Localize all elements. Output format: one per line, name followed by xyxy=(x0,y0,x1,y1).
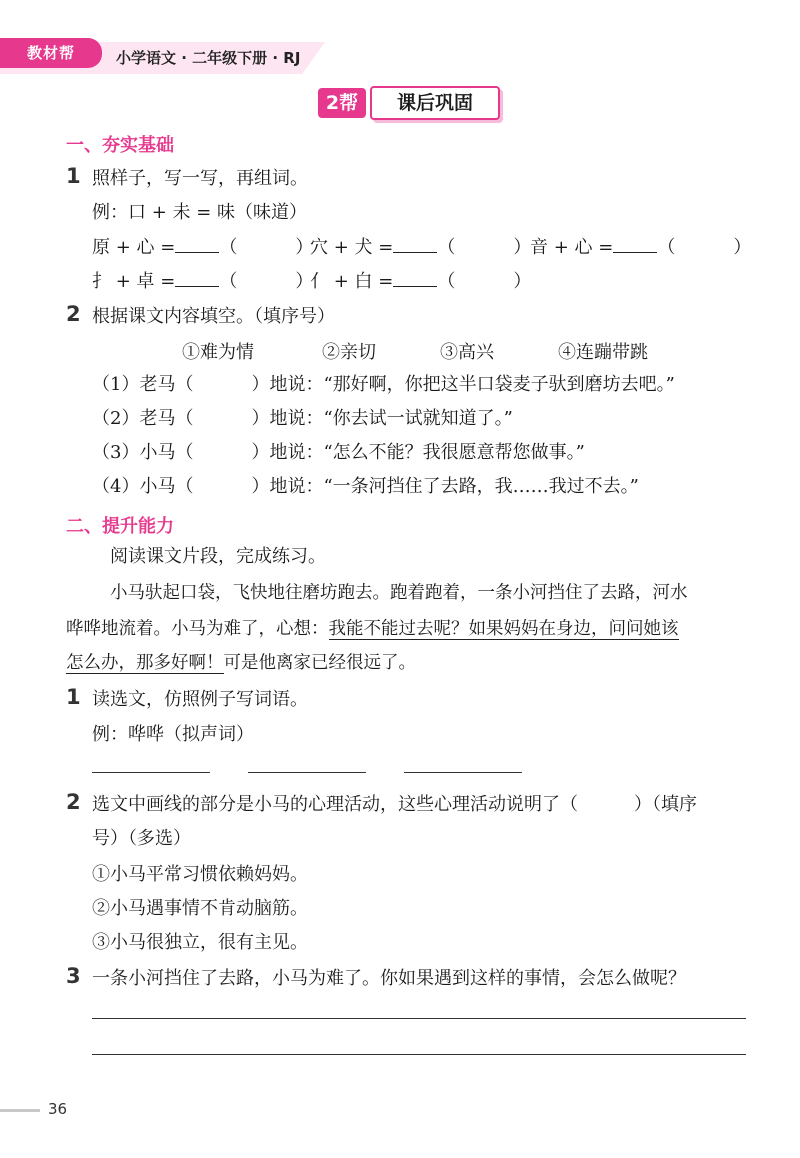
answer-blank[interactable] xyxy=(393,268,437,287)
question-2-text: 根据课文内容填空。（填序号） xyxy=(92,306,335,327)
answer-blank[interactable] xyxy=(393,234,437,253)
option-4: ④连蹦带跳 xyxy=(558,342,648,363)
r2-option-3: ③小马很独立，很有主见。 xyxy=(92,932,308,953)
word-item: 亻 + 白 = （ ） xyxy=(310,268,531,295)
page-number: 36 xyxy=(48,1100,68,1118)
underlined-text: 怎么办，那多好啊！ xyxy=(66,653,224,673)
passage-line-1: 小马驮起口袋，飞快地往磨坊跑去。跑着跑着，一条小河挡住了去路，河水 xyxy=(110,583,688,603)
answer-blank[interactable] xyxy=(175,234,219,253)
question-number-1: 1 xyxy=(66,164,81,188)
answer-line[interactable] xyxy=(92,772,210,773)
word-item: 扌 + 卓 = （ ） xyxy=(92,268,313,295)
r2-text-line-2: 号）（多选） xyxy=(92,828,191,849)
fill-row-2: （2）老马（ ）地说：“你去试一试就知道了。” xyxy=(92,408,513,429)
section-heading-2: 二、提升能力 xyxy=(66,516,174,537)
answer-blank[interactable] xyxy=(613,234,657,253)
answer-blank[interactable] xyxy=(175,268,219,287)
r1-example: 例：哗哗（拟声词） xyxy=(92,724,254,745)
option-2: ②亲切 xyxy=(322,342,376,363)
book-title: 小学语文 · 二年级下册 · RJ xyxy=(116,49,301,67)
r2-option-1: ①小马平常习惯依赖妈妈。 xyxy=(92,864,308,885)
answer-line[interactable] xyxy=(92,1018,746,1019)
option-1: ①难为情 xyxy=(182,342,254,363)
question-1-example: 例：口 + 未 = 味（味道） xyxy=(92,202,308,223)
question-number-2: 2 xyxy=(66,302,81,326)
answer-line[interactable] xyxy=(92,1054,746,1055)
r1-text: 读选文，仿照例子写词语。 xyxy=(92,689,308,710)
question-number-r3: 3 xyxy=(66,964,81,988)
option-3: ③高兴 xyxy=(440,342,494,363)
passage-line-3: 怎么办，那多好啊！可是他离家已经很远了。 xyxy=(66,653,416,673)
r2-option-2: ②小马遇事情不肯动脑筋。 xyxy=(92,898,308,919)
fill-row-3: （3）小马（ ）地说：“怎么不能？我很愿意帮您做事。” xyxy=(92,442,585,463)
underlined-text: 我能不能过去呢？如果妈妈在身边，问问她该 xyxy=(328,619,679,639)
word-item: 穴 + 犬 = （ ） xyxy=(310,234,531,261)
section-heading-1: 一、夯实基础 xyxy=(66,135,174,156)
section-title: 课后巩固 xyxy=(370,86,500,120)
fill-row-4: （4）小马（ ）地说：“一条河挡住了去路，我……我过不去。” xyxy=(92,476,639,497)
fill-row-1: （1）老马（ ）地说：“那好啊，你把这半口袋麦子驮到磨坊去吧。” xyxy=(92,374,675,395)
r2-text-line-1: 选文中画线的部分是小马的心理活动，这些心理活动说明了（ ）（填序 xyxy=(92,794,697,815)
passage-line-2: 哗哗地流着。小马为难了，心想：我能不能过去呢？如果妈妈在身边，问问她该 xyxy=(66,619,679,639)
word-item: 原 + 心 = （ ） xyxy=(92,234,313,261)
header-tag: 教材帮 xyxy=(0,38,102,68)
reading-intro: 阅读课文片段，完成练习。 xyxy=(110,546,326,567)
question-number-r2: 2 xyxy=(66,790,81,814)
section-number-badge: 2帮 xyxy=(318,88,366,118)
answer-line[interactable] xyxy=(404,772,522,773)
r3-text: 一条小河挡住了去路，小马为难了。你如果遇到这样的事情，会怎么做呢？ xyxy=(92,968,686,989)
word-item: 音 + 心 = （ ） xyxy=(530,234,751,261)
page-number-bar xyxy=(0,1109,40,1112)
question-1-text: 照样子，写一写，再组词。 xyxy=(92,168,308,189)
question-number-r1: 1 xyxy=(66,685,81,709)
answer-line[interactable] xyxy=(248,772,366,773)
